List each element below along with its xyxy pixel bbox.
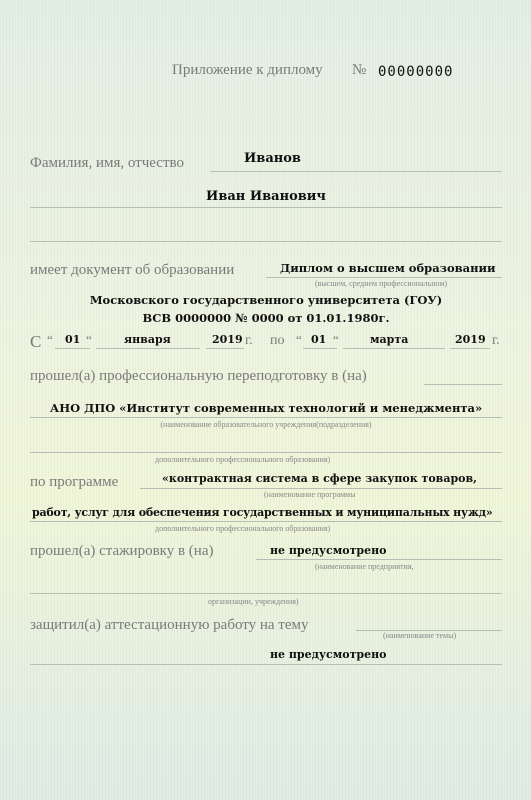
internship-underline [256,559,502,560]
to-year-underline [450,348,490,349]
name-underline [30,207,502,208]
thesis-value-underline [30,664,502,665]
period-to-day: 01 [311,333,327,346]
period-to-quote-open: “ [296,332,302,347]
doc-number-value: ВСВ 0000000 № 0000 от 01.01.1980г. [142,311,390,325]
number-sign: № [352,62,367,78]
diploma-number: 00000000 [378,64,454,80]
internship-blank-underline [30,593,502,594]
program-hint: (наименование программы [264,490,356,499]
fio-label: Фамилия, имя, отчество [30,155,184,171]
period-from-quote-open: “ [47,332,53,347]
period-to-label: по [270,333,285,348]
thesis-label: защитил(а) аттестационную работу на тему [30,617,309,633]
retraining-hint2: дополнительного профессионального образования) [155,455,331,464]
internship-label: прошел(а) стажировку в (на) [30,543,214,559]
period-to-year: 2019 [455,333,486,346]
from-month-underline [96,348,200,349]
retraining-label: прошел(а) профессиональную переподготовку в (на) [30,368,367,384]
retraining-underline [30,417,502,418]
period-from-year-suffix: г. [245,333,253,348]
program-value-1: «контрактная система в сфере закупок товаров, [162,472,477,485]
program-underline-2 [30,521,502,522]
institution-value: Московского государственного университета (ГОУ) [89,293,443,307]
retraining-label-underline [424,384,502,385]
from-year-underline [206,348,244,349]
program-hint2: дополнительного профессионального образования) [155,524,331,533]
education-hint: (высшем, среднем профессиональном) [315,279,448,288]
surname-value: Иванов [244,151,301,166]
period-to-quote-close: “ [333,332,339,347]
program-label: по программе [30,474,119,490]
thesis-value: не предусмотрено [270,648,387,661]
internship-hint2: организации, учреждения) [208,597,299,606]
from-day-underline [55,348,90,349]
to-month-underline [343,348,445,349]
period-from-label: С [30,332,42,351]
retraining-blank-underline [30,452,502,453]
retraining-hint: (наименование образовательного учреждения(подразделения) [160,420,372,429]
retraining-value: АНО ДПО «Институт современных технологий и менеджмента» [49,401,483,415]
period-to-month: марта [370,333,409,346]
fio-underline [210,171,502,172]
blank-underline [30,241,502,242]
education-underline [266,277,502,278]
period-to-year-suffix: г. [492,333,500,348]
period-from-quote-close: “ [86,332,92,347]
to-day-underline [303,348,337,349]
education-value: Диплом о высшем образовании [280,261,496,275]
internship-hint: (наименование предприятия, [315,562,414,571]
internship-value: не предусмотрено [270,544,387,557]
header-title: Приложение к диплому [172,62,323,78]
program-underline-1 [140,488,502,489]
education-label: имеет документ об образовании [30,262,235,278]
thesis-hint: (наименование темы) [383,631,457,640]
program-value-2: работ, услуг для обеспечения государственных и муниципальных нужд» [32,506,493,519]
period-from-month: января [124,333,171,346]
period-from-year: 2019 [212,333,243,346]
name-value: Иван Иванович [206,189,326,204]
period-from-day: 01 [65,333,81,346]
